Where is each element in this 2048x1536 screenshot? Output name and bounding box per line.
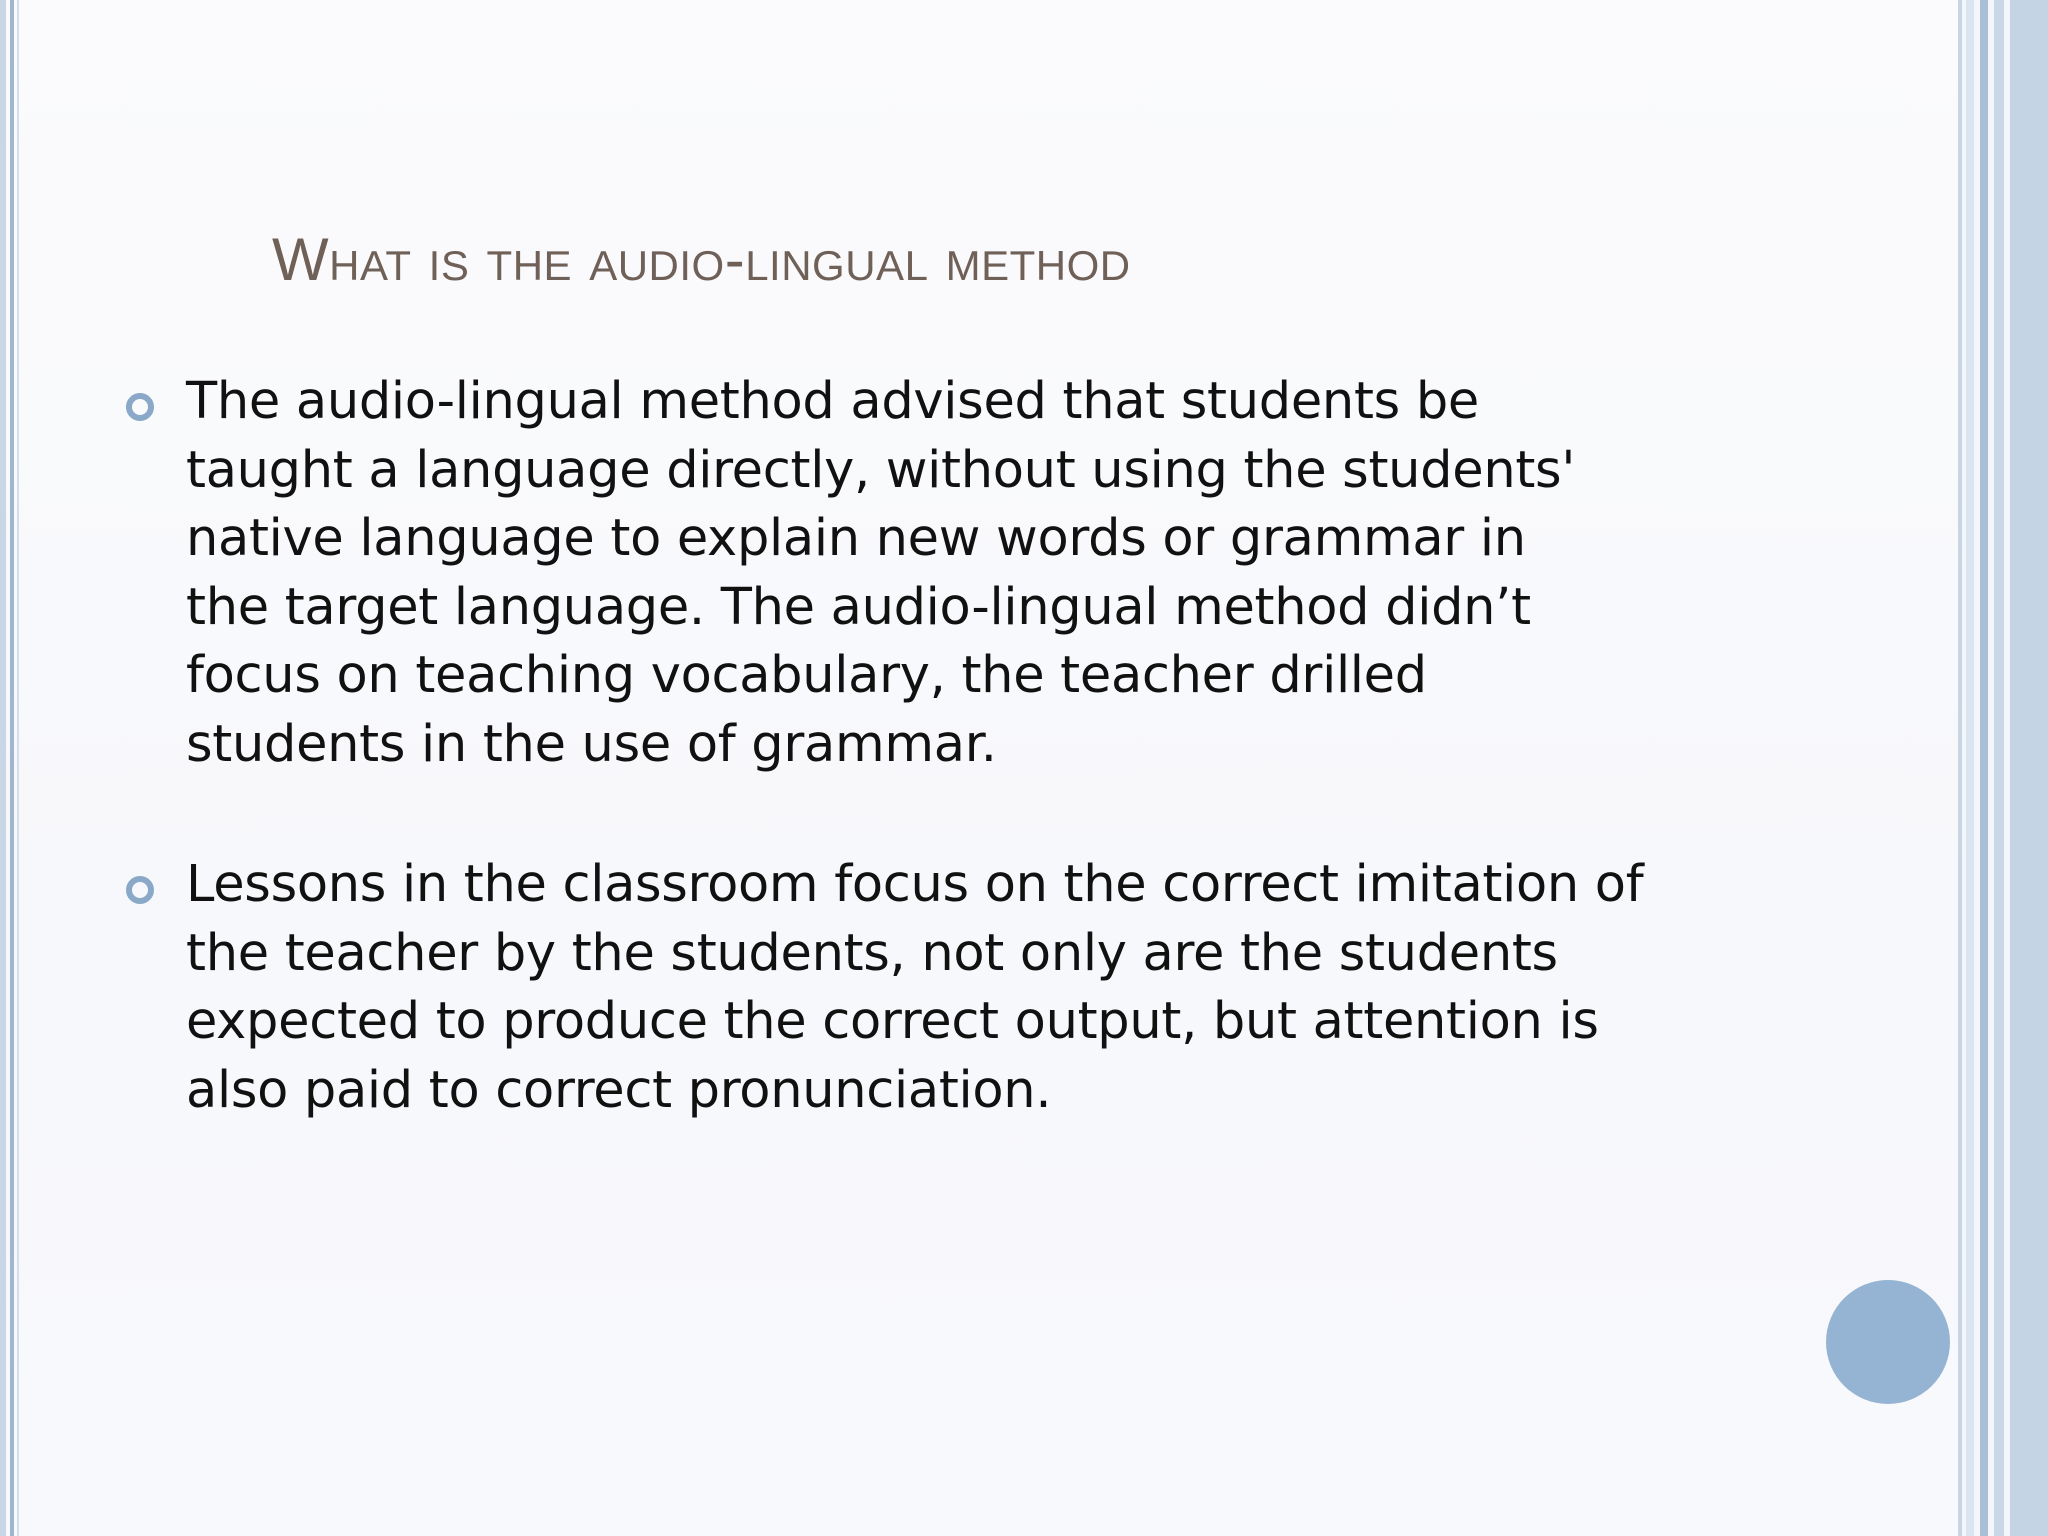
right-border-stripe — [1980, 0, 1988, 1536]
bullet-item — [120, 368, 1820, 779]
slide-title: What is the audio-lingual method — [272, 226, 1131, 293]
bullet-text — [186, 851, 1820, 1125]
bullet-line: focus on teaching vocabulary, the teacher drilled — [186, 646, 1427, 705]
bullet-item — [120, 851, 1820, 1125]
bullet-line: The audio-lingual method advised that students be — [186, 372, 1479, 431]
bullet-line: native language to explain new words or grammar in — [186, 509, 1526, 568]
right-border-stripe — [2010, 0, 2048, 1536]
slide-body — [120, 368, 1820, 1197]
bullet-icon — [126, 393, 154, 421]
right-border-stripe — [1958, 0, 1962, 1536]
decorative-circle — [1826, 1280, 1950, 1404]
bullet-line: taught a language directly, without using the students' — [186, 440, 1576, 500]
right-border-stripe — [1994, 0, 2004, 1536]
left-border-stripe — [17, 0, 19, 1536]
bullet-line: the teacher by the students, not only are the students — [186, 923, 1558, 983]
bullet-line: students in the use of grammar. — [186, 714, 997, 774]
bullet-line: also paid to correct pronunciation. — [186, 1060, 1052, 1120]
left-border-stripe — [0, 0, 6, 1536]
bullet-icon — [126, 876, 154, 904]
bullet-text — [186, 368, 1820, 779]
left-border-stripe — [10, 0, 14, 1536]
bullet-line: expected to produce the correct output, but attention is — [186, 992, 1599, 1051]
right-border-stripe — [1966, 0, 1974, 1536]
bullet-line: the target language. The audio-lingual method didn’t — [186, 577, 1531, 637]
bullet-line: Lessons in the classroom focus on the correct imitation of — [186, 855, 1644, 914]
